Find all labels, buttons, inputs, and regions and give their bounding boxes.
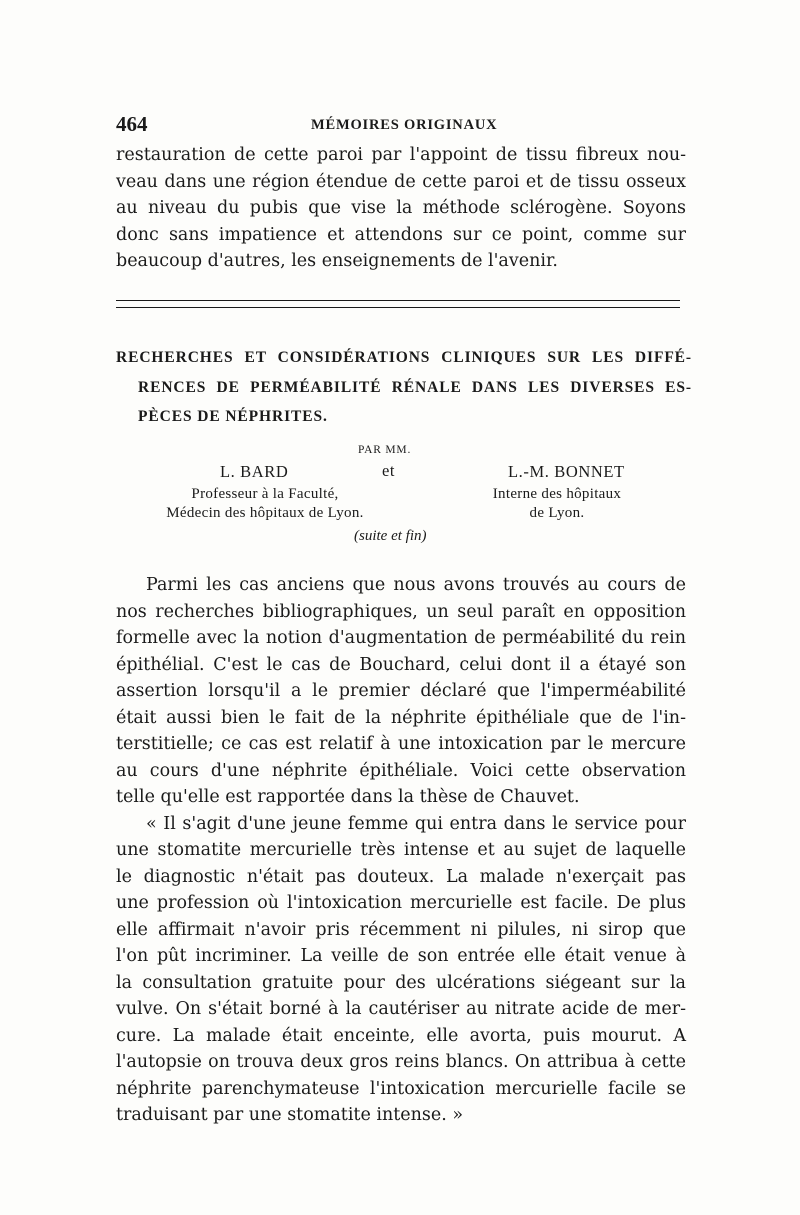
text-line: « Il s'agit d'une jeune femme qui entra dans le service pour [146,813,686,834]
author-conjunction: et [382,461,396,480]
text-line: donc sans impatience et attendons sur ce point, comme sur [116,224,686,245]
text-line: assertion lorsqu'il a le premier déclaré que l'imperméabilité [116,681,686,701]
author-name: L. BARD [220,462,289,481]
intro-paragraph [116,142,686,275]
title-line: PÈCES DE NÉPHRITES. [138,408,328,425]
by-label: PAR MM. [358,444,412,456]
continuation-note: (suite et fin) [354,528,427,544]
text-line: une stomatite mercurielle très intense et au sujet de laquelle [116,840,686,860]
text-line: terstitielle; ce cas est relatif à une intoxication par le mercure [116,734,686,754]
section-separator [116,300,680,310]
running-header [116,112,686,140]
text-line: l'on pût incriminer. La veille de son entrée elle était venue à [116,946,686,966]
text-line: Parmi les cas anciens que nous avons trouvés au cours de [146,575,686,595]
text-line: l'autopsie on trouva deux gros reins blancs. On attribua à cette [116,1052,686,1072]
text-line: cure. La malade était enceinte, elle avorta, puis mourut. A [116,1025,686,1046]
text-line: au niveau du pubis que vise la méthode sclérogène. Soyons [116,198,686,218]
author-affiliation [462,485,652,523]
affiliation-line: Professeur à la Faculté, [191,486,339,502]
separator-rule [116,307,680,308]
text-line: au cours d'une néphrite épithéliale. Voici cette observation [116,760,686,781]
text-line: telle qu'elle est rapportée dans la thèse de Chauvet. [116,787,580,807]
text-line: restauration de cette paroi par l'appoint de tissu fibreux nou- [116,145,686,165]
author-affiliation [110,485,420,523]
article-title [116,343,692,432]
text-line: beaucoup d'autres, les enseignements de l'avenir. [116,251,558,271]
text-line: formelle avec la notion d'augmentation de perméabilité du rein [116,628,686,648]
text-line: néphrite parenchymateuse l'intoxication mercurielle facile se [116,1078,686,1099]
separator-rule [116,300,680,301]
text-line: elle affirmait n'avoir pris récemment ni pilules, ni sirop que [116,919,686,940]
affiliation-line: Médecin des hôpitaux de Lyon. [166,505,364,521]
body-text [116,572,686,1129]
text-line: épithélial. C'est le cas de Bouchard, celui dont il a étayé son [116,654,686,675]
affiliation-line: de Lyon. [529,505,585,521]
affiliation-line: Interne des hôpitaux [492,486,622,502]
text-line: le diagnostic n'était pas douteux. La malade n'exerçait pas [116,866,686,887]
text-line: veau dans une région étendue de cette paroi et de tissu osseux [116,171,686,192]
text-line: une profession où l'intoxication mercurielle est facile. De plus [116,893,686,913]
text-line: était aussi bien le fait de la néphrite épithéliale que de l'in- [116,707,686,728]
text-line: nos recherches bibliographiques, un seul paraît en opposition [116,601,686,622]
running-title: MÉMOIRES ORIGINAUX [311,117,498,133]
title-line: RENCES DE PERMÉABILITÉ RÉNALE DANS LES DIVERSES ES- [138,378,692,396]
title-line: RECHERCHES ET CONSIDÉRATIONS CLINIQUES SUR LES DIFFÉ- [116,349,692,366]
author-name: L.-M. BONNET [508,462,625,481]
page-number: 464 [116,112,148,136]
text-line: traduisant par une stomatite intense. » [116,1105,464,1125]
text-line: vulve. On s'était borné à la cautériser au nitrate acide de mer- [116,999,686,1019]
text-line: la consultation gratuite pour des ulcérations siégeant sur la [116,972,686,993]
